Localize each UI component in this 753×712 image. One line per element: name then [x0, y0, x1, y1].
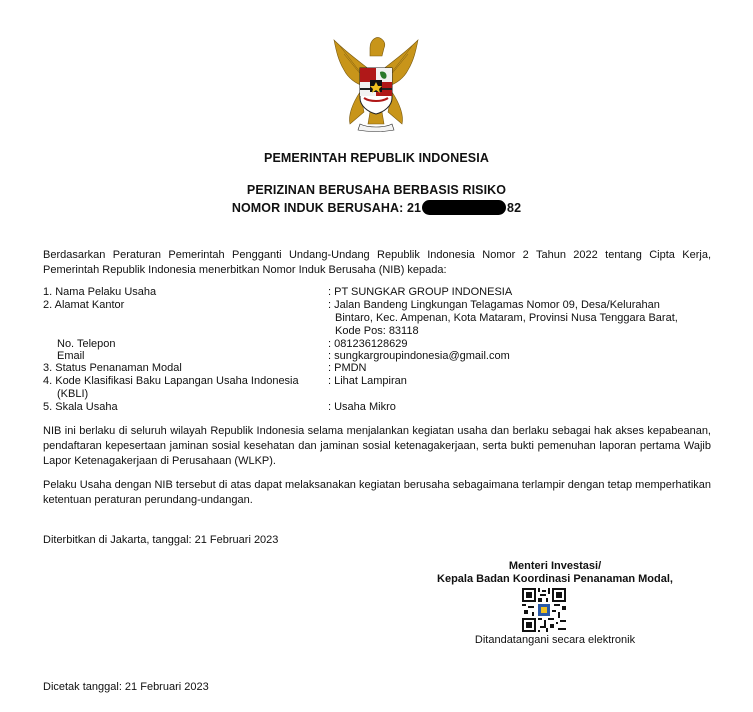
- email-value: : sungkargroupindonesia@gmail.com: [328, 350, 510, 362]
- e-signature-note: Ditandatangani secara elektronik: [474, 634, 636, 646]
- address-label: 2. Alamat Kantor: [43, 299, 125, 311]
- kbli-value: : Lihat Lampiran: [328, 375, 407, 387]
- redaction-bar: [422, 200, 506, 215]
- compliance-paragraph: Pelaku Usaha dengan NIB tersebut di atas dapat melaksanakan kegiatan berusaha sebagaimana terlampir dengan tetap memperhatikan ketentuan peraturan perundang-undangan.: [43, 479, 711, 506]
- document-title: PERIZINAN BERUSAHA BERBASIS RISIKO: [246, 183, 507, 197]
- name-label: 1. Nama Pelaku Usaha: [43, 286, 157, 298]
- phone-value: : 081236128629: [328, 338, 408, 350]
- validity-paragraph: NIB ini berlaku di seluruh wilayah Republik Indonesia selama menjalankan kegiatan usaha dan berlaku sebagai hak akses kepabeanan, pendaftaran kepesertaan jaminan sosial kesehatan dan jaminan sosial ketenagakerjaan, serta bukti pemenuhan laporan pertama Wajib Lapor Ketenagakerjaan di Perusahaan (WLKP).: [43, 425, 711, 467]
- scale-label: 5. Skala Usaha: [43, 401, 118, 413]
- qr-code-icon: [522, 588, 566, 632]
- printed-date: Dicetak tanggal: 21 Februari 2023: [43, 681, 209, 693]
- name-value: : PT SUNGKAR GROUP INDONESIA: [328, 286, 513, 298]
- address-line-3: Kode Pos: 83118: [335, 325, 419, 337]
- garuda-emblem-icon: [330, 32, 422, 132]
- investment-label: 3. Status Penanaman Modal: [43, 362, 182, 374]
- kbli-label-abbrev: (KBLI): [57, 388, 89, 400]
- intro-paragraph: Berdasarkan Peraturan Pemerintah Pengganti Undang-Undang Republik Indonesia Nomor 2 Tahun 2022 tentang Cipta Kerja, Pemerintah Republik Indonesia menerbitkan Nomor Induk Berusaha (NIB) kepada:: [43, 249, 711, 276]
- signatory-title-2: Kepala Badan Koordinasi Penanaman Modal,: [437, 573, 673, 585]
- nib-label: NOMOR INDUK BERUSAHA: 21: [231, 201, 422, 215]
- government-heading: PEMERINTAH REPUBLIK INDONESIA: [264, 151, 489, 165]
- issued-date: Diterbitkan di Jakarta, tanggal: 21 Februari 2023: [43, 534, 279, 546]
- email-label: Email: [57, 350, 85, 362]
- nib-heading: [0, 200, 753, 215]
- scale-value: : Usaha Mikro: [328, 401, 396, 413]
- nib-suffix: 82: [507, 201, 522, 215]
- phone-label: No. Telepon: [57, 338, 116, 350]
- kbli-label: 4. Kode Klasifikasi Baku Lapangan Usaha Indonesia: [43, 375, 299, 387]
- address-line-2: Bintaro, Kec. Ampenan, Kota Mataram, Provinsi Nusa Tenggara Barat,: [335, 312, 678, 324]
- signatory-title-1: Menteri Investasi/: [508, 560, 602, 572]
- address-line-1: : Jalan Bandeng Lingkungan Telagamas Nomor 09, Desa/Kelurahan: [328, 299, 660, 311]
- investment-value: : PMDN: [328, 362, 367, 374]
